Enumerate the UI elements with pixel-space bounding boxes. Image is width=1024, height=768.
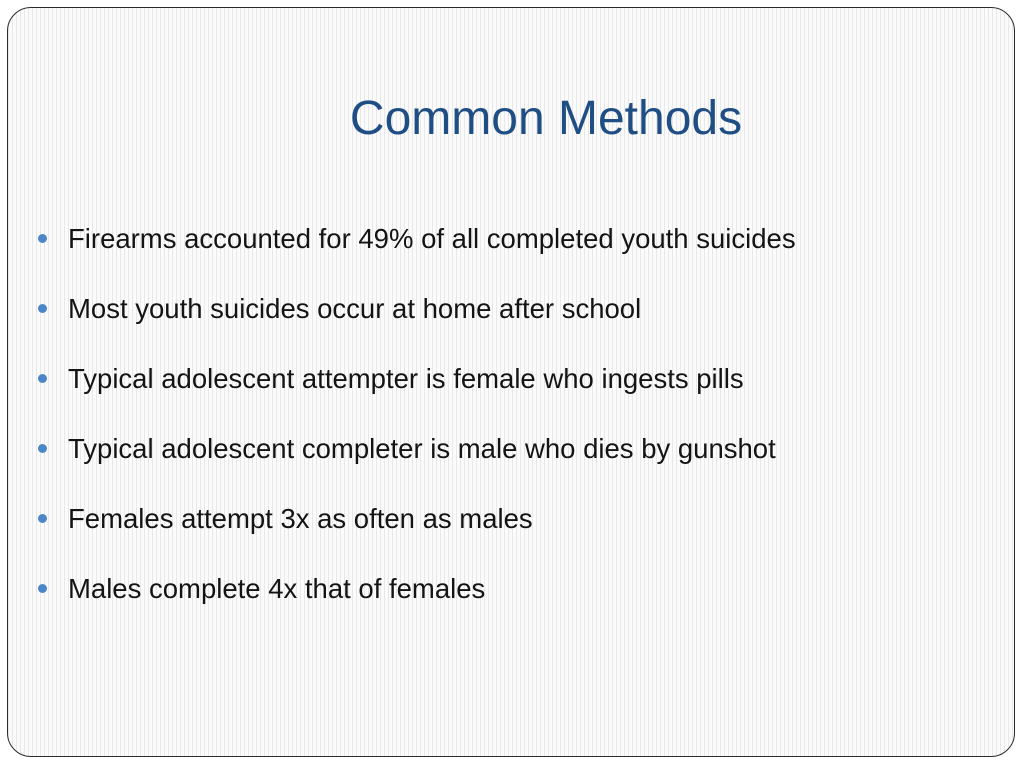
slide xyxy=(7,7,1015,757)
bullet-dot-icon xyxy=(38,234,47,243)
bullet-dot-icon xyxy=(38,444,47,453)
bullet-dot-icon xyxy=(38,514,47,523)
bullet-text: Males complete 4x that of females xyxy=(68,573,486,604)
bullet-text: Firearms accounted for 49% of all completed youth suicides xyxy=(68,223,796,254)
bullet-dot-icon xyxy=(38,374,47,383)
bullet-text: Most youth suicides occur at home after school xyxy=(68,293,642,324)
bullet-text: Females attempt 3x as often as males xyxy=(68,503,533,534)
bullet-text: Typical adolescent attempter is female who ingests pills xyxy=(68,363,744,394)
bullet-dot-icon xyxy=(38,304,47,313)
bullet-dot-icon xyxy=(38,584,47,593)
slide-title: Common Methods xyxy=(349,92,743,145)
bullet-text: Typical adolescent completer is male who dies by gunshot xyxy=(68,433,776,464)
